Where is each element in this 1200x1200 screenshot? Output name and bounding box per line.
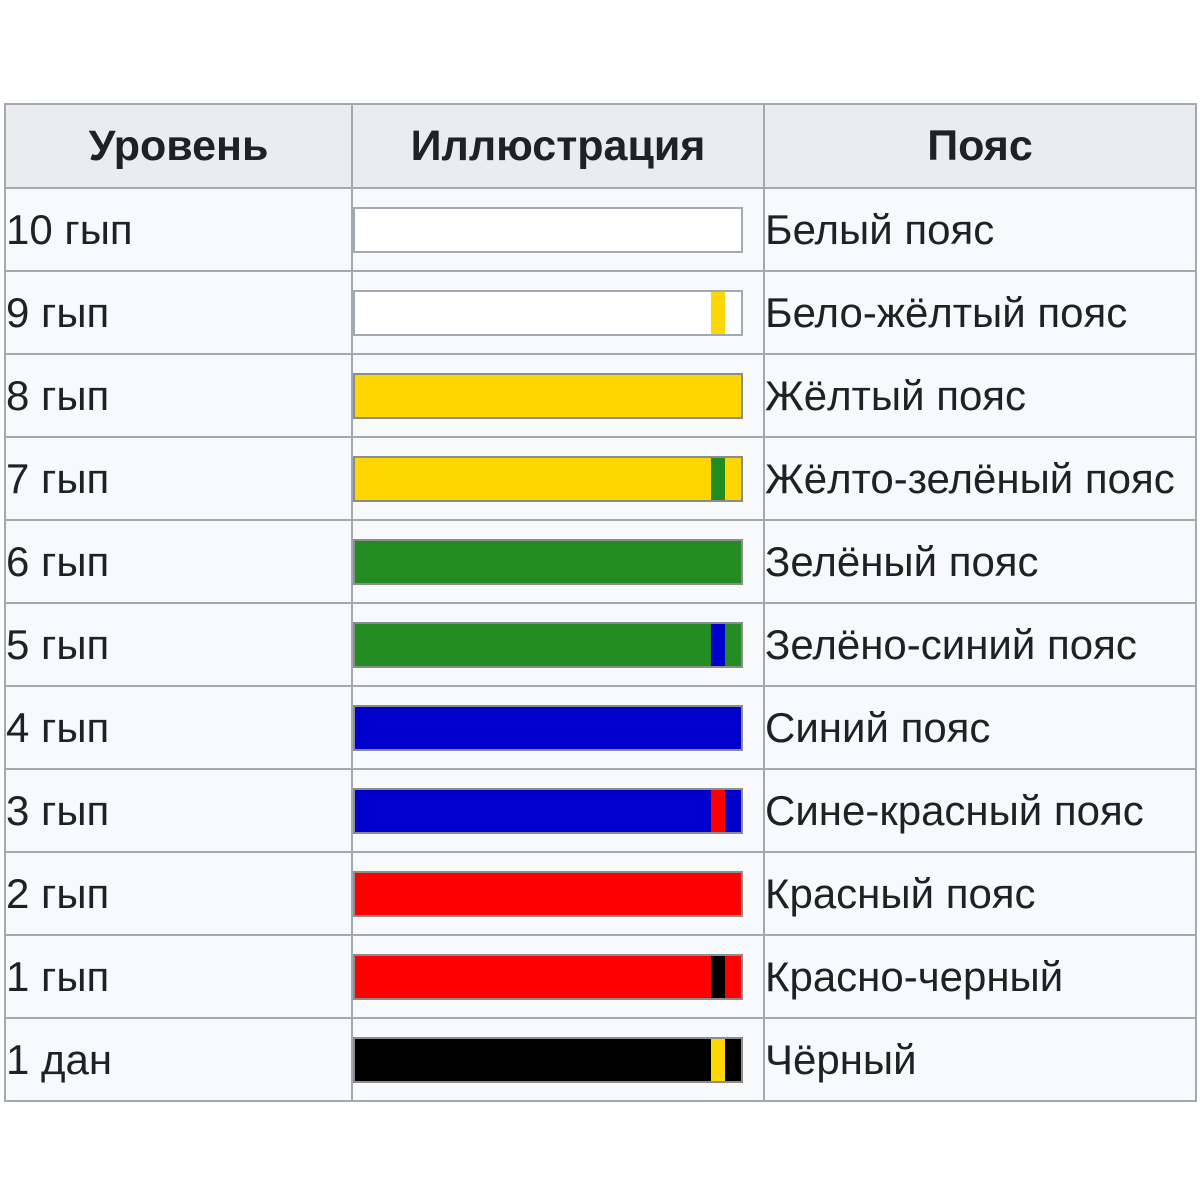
belt-stripe bbox=[711, 458, 725, 500]
level-cell: 7 гып bbox=[5, 437, 352, 520]
header-illustration: Иллюстрация bbox=[352, 104, 764, 188]
belt-name-cell: Зелёный пояс bbox=[764, 520, 1196, 603]
level-cell: 8 гып bbox=[5, 354, 352, 437]
illustration-cell bbox=[352, 354, 764, 437]
illustration-cell bbox=[352, 769, 764, 852]
belt-name-cell: Жёлтый пояс bbox=[764, 354, 1196, 437]
illustration-cell bbox=[352, 437, 764, 520]
illustration-cell bbox=[352, 520, 764, 603]
belt-illustration bbox=[353, 871, 743, 917]
table-row bbox=[5, 188, 1196, 271]
belt-name-cell: Чёрный bbox=[764, 1018, 1196, 1101]
table-row bbox=[5, 852, 1196, 935]
belt-name-cell: Белый пояс bbox=[764, 188, 1196, 271]
level-cell: 4 гып bbox=[5, 686, 352, 769]
illustration-cell bbox=[352, 271, 764, 354]
table-row bbox=[5, 271, 1196, 354]
belt-illustration bbox=[353, 456, 743, 502]
header-level: Уровень bbox=[5, 104, 352, 188]
belt-illustration bbox=[353, 539, 743, 585]
belt-illustration bbox=[353, 207, 743, 253]
belt-name-cell: Жёлто-зелёный пояс bbox=[764, 437, 1196, 520]
belt-name-cell: Сине-красный пояс bbox=[764, 769, 1196, 852]
belt-name-cell: Красно-черный bbox=[764, 935, 1196, 1018]
illustration-cell bbox=[352, 1018, 764, 1101]
table-row bbox=[5, 603, 1196, 686]
belt-ranks-table bbox=[4, 103, 1197, 1102]
level-cell: 1 гып bbox=[5, 935, 352, 1018]
table-body bbox=[5, 188, 1196, 1101]
table-row bbox=[5, 935, 1196, 1018]
header-belt: Пояс bbox=[764, 104, 1196, 188]
belt-illustration bbox=[353, 1037, 743, 1083]
illustration-cell bbox=[352, 188, 764, 271]
belt-stripe bbox=[711, 790, 725, 832]
belt-illustration bbox=[353, 788, 743, 834]
belt-illustration bbox=[353, 622, 743, 668]
belt-illustration bbox=[353, 954, 743, 1000]
illustration-cell bbox=[352, 686, 764, 769]
belt-stripe bbox=[711, 624, 725, 666]
belt-illustration bbox=[353, 705, 743, 751]
belt-illustration bbox=[353, 373, 743, 419]
table-row bbox=[5, 769, 1196, 852]
belt-name-cell: Красный пояс bbox=[764, 852, 1196, 935]
level-cell: 6 гып bbox=[5, 520, 352, 603]
table-row bbox=[5, 437, 1196, 520]
table-row bbox=[5, 1018, 1196, 1101]
belt-name-cell: Зелёно-синий пояс bbox=[764, 603, 1196, 686]
belt-name-cell: Синий пояс bbox=[764, 686, 1196, 769]
belt-stripe bbox=[711, 1039, 725, 1081]
table-row bbox=[5, 686, 1196, 769]
table-row bbox=[5, 520, 1196, 603]
belt-stripe bbox=[711, 956, 725, 998]
level-cell: 3 гып bbox=[5, 769, 352, 852]
level-cell: 1 дан bbox=[5, 1018, 352, 1101]
table-row bbox=[5, 354, 1196, 437]
belt-illustration bbox=[353, 290, 743, 336]
illustration-cell bbox=[352, 603, 764, 686]
table-header-row bbox=[5, 104, 1196, 188]
level-cell: 10 гып bbox=[5, 188, 352, 271]
level-cell: 2 гып bbox=[5, 852, 352, 935]
belt-stripe bbox=[711, 292, 725, 334]
belt-name-cell: Бело-жёлтый пояс bbox=[764, 271, 1196, 354]
illustration-cell bbox=[352, 935, 764, 1018]
level-cell: 9 гып bbox=[5, 271, 352, 354]
illustration-cell bbox=[352, 852, 764, 935]
level-cell: 5 гып bbox=[5, 603, 352, 686]
